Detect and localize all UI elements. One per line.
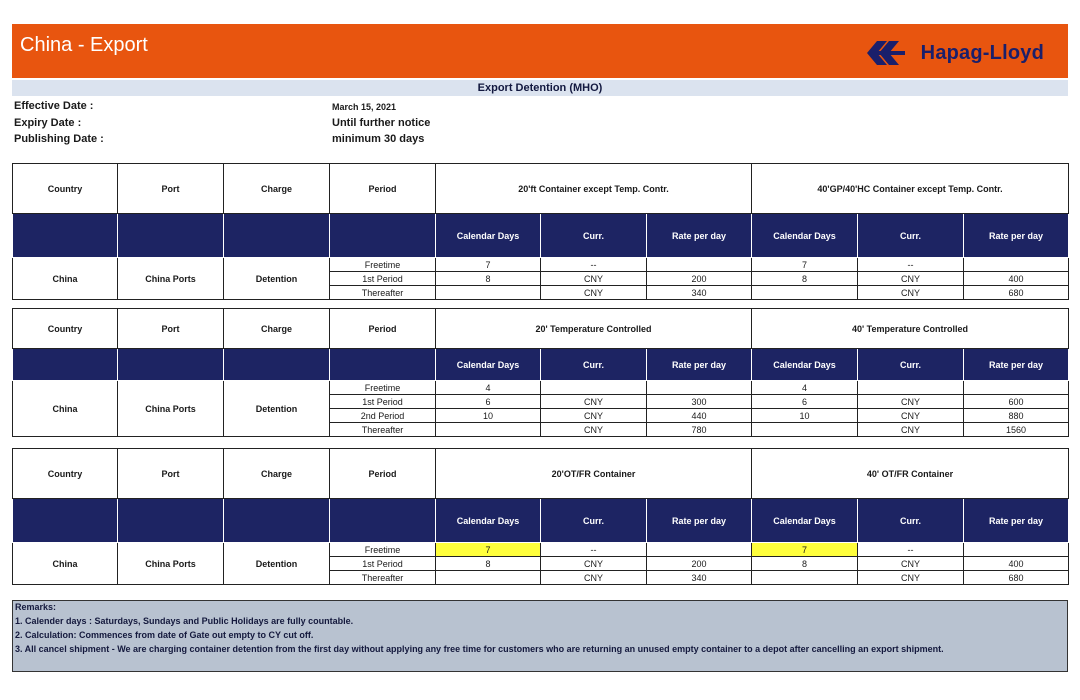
expiry-date-value: Until further notice: [332, 117, 431, 129]
cell-days: 10: [752, 409, 858, 423]
nav-blank: [224, 499, 330, 543]
col-calendar-days: Calendar Days: [436, 349, 541, 381]
col-rate: Rate per day: [964, 214, 1069, 258]
cell-days: 4: [752, 381, 858, 395]
cell-rate: 680: [964, 571, 1069, 585]
col-currency: Curr.: [541, 499, 647, 543]
remarks-title: Remarks:: [15, 602, 57, 612]
cell-days: [436, 286, 541, 300]
col-calendar-days: Calendar Days: [752, 499, 858, 543]
cell-curr: --: [541, 543, 647, 557]
nav-blank: [118, 214, 224, 258]
nav-blank: [330, 349, 436, 381]
cell-curr: --: [541, 258, 647, 272]
col-currency: Curr.: [858, 349, 964, 381]
col-charge: Charge: [224, 449, 330, 499]
cell-port: China Ports: [118, 543, 224, 585]
cell-rate: 400: [964, 557, 1069, 571]
cell-rate: 340: [647, 286, 752, 300]
table-row: [13, 258, 1069, 272]
cell-rate: 780: [647, 423, 752, 437]
nav-blank: [13, 349, 118, 381]
col-currency: Curr.: [541, 349, 647, 381]
col-rate: Rate per day: [964, 349, 1069, 381]
cell-port: China Ports: [118, 258, 224, 300]
cell-curr: CNY: [541, 395, 647, 409]
col-currency: Curr.: [858, 214, 964, 258]
col-country: Country: [13, 164, 118, 214]
cell-period: 1st Period: [330, 395, 436, 409]
cell-days: 4: [436, 381, 541, 395]
cell-country: China: [13, 258, 118, 300]
cell-curr: CNY: [858, 286, 964, 300]
remark-item: 1. Calender days : Saturdays, Sundays and Public Holidays are fully countable.: [15, 616, 354, 626]
group-header-b: 40'GP/40'HC Container except Temp. Contr.: [752, 164, 1069, 214]
cell-days: 8: [436, 557, 541, 571]
table-row: [13, 543, 1069, 557]
cell-period: Thereafter: [330, 286, 436, 300]
cell-rate: 400: [964, 272, 1069, 286]
col-calendar-days: Calendar Days: [752, 214, 858, 258]
cell-port: China Ports: [118, 381, 224, 437]
publishing-date-value: minimum 30 days: [332, 133, 425, 145]
remarks-box: [12, 600, 1068, 672]
cell-rate: [964, 543, 1069, 557]
cell-country: China: [13, 381, 118, 437]
cell-days: 8: [752, 272, 858, 286]
cell-days: 10: [436, 409, 541, 423]
rate-table-temperature: [12, 308, 1069, 437]
cell-days-highlighted: 7: [752, 543, 858, 557]
cell-country: China: [13, 543, 118, 585]
nav-blank: [13, 214, 118, 258]
cell-days: 6: [752, 395, 858, 409]
col-rate: Rate per day: [964, 499, 1069, 543]
nav-blank: [13, 499, 118, 543]
col-calendar-days: Calendar Days: [436, 214, 541, 258]
cell-period: Freetime: [330, 543, 436, 557]
nav-blank: [118, 499, 224, 543]
cell-curr: CNY: [541, 423, 647, 437]
cell-rate: 200: [647, 557, 752, 571]
rate-table-otfr: [12, 448, 1069, 585]
cell-days: [752, 286, 858, 300]
group-header-b: 40' Temperature Controlled: [752, 309, 1069, 349]
effective-date-value: March 15, 2021: [332, 102, 397, 112]
cell-curr: CNY: [541, 557, 647, 571]
col-rate: Rate per day: [647, 499, 752, 543]
table-row: [13, 381, 1069, 395]
cell-rate: 600: [964, 395, 1069, 409]
remark-item: 3. All cancel shipment - We are charging container detention from the first day without applying any free time for customers who are returning an unused empty container to a depot after cancelling an export shipment.: [15, 644, 944, 654]
col-calendar-days: Calendar Days: [436, 499, 541, 543]
cell-days: [436, 571, 541, 585]
cell-days: 8: [436, 272, 541, 286]
nav-blank: [224, 349, 330, 381]
cell-period: Freetime: [330, 381, 436, 395]
cell-rate: [647, 381, 752, 395]
cell-rate: 300: [647, 395, 752, 409]
col-period: Period: [330, 449, 436, 499]
cell-rate: 680: [964, 286, 1069, 300]
page-header: [12, 24, 1068, 78]
cell-period: 1st Period: [330, 557, 436, 571]
section-subtitle: Export Detention (MHO): [12, 80, 1068, 96]
cell-curr: CNY: [858, 272, 964, 286]
nav-blank: [224, 214, 330, 258]
nav-blank: [330, 214, 436, 258]
cell-curr: CNY: [541, 571, 647, 585]
brand-logo: [867, 40, 1044, 66]
group-header-b: 40' OT/FR Container: [752, 449, 1069, 499]
publishing-date-label: Publishing Date :: [14, 133, 104, 145]
cell-curr: CNY: [541, 409, 647, 423]
cell-rate: [964, 381, 1069, 395]
nav-blank: [330, 499, 436, 543]
col-rate: Rate per day: [647, 349, 752, 381]
cell-curr: --: [858, 258, 964, 272]
hapag-lloyd-logo-icon: [867, 41, 907, 65]
group-header-a: 20' Temperature Controlled: [436, 309, 752, 349]
cell-curr: CNY: [541, 272, 647, 286]
cell-charge: Detention: [224, 258, 330, 300]
cell-curr: [858, 381, 964, 395]
cell-days: 8: [752, 557, 858, 571]
cell-rate: 340: [647, 571, 752, 585]
cell-period: 2nd Period: [330, 409, 436, 423]
cell-rate: 200: [647, 272, 752, 286]
col-port: Port: [118, 309, 224, 349]
cell-charge: Detention: [224, 381, 330, 437]
col-charge: Charge: [224, 309, 330, 349]
cell-days: 7: [436, 258, 541, 272]
page-title: China - Export: [20, 34, 148, 56]
effective-date-label: Effective Date :: [14, 100, 94, 112]
expiry-date-label: Expiry Date :: [14, 117, 82, 129]
nav-blank: [118, 349, 224, 381]
cell-charge: Detention: [224, 543, 330, 585]
cell-period: Freetime: [330, 258, 436, 272]
col-country: Country: [13, 309, 118, 349]
cell-period: Thereafter: [330, 571, 436, 585]
cell-curr: CNY: [858, 423, 964, 437]
rate-table-standard: [12, 163, 1069, 300]
cell-period: Thereafter: [330, 423, 436, 437]
cell-curr: CNY: [858, 409, 964, 423]
group-header-a: 20'ft Container except Temp. Contr.: [436, 164, 752, 214]
col-calendar-days: Calendar Days: [752, 349, 858, 381]
cell-curr: --: [858, 543, 964, 557]
cell-period: 1st Period: [330, 272, 436, 286]
cell-curr: CNY: [858, 571, 964, 585]
cell-curr: CNY: [858, 395, 964, 409]
cell-days: [752, 423, 858, 437]
cell-rate: 440: [647, 409, 752, 423]
col-currency: Curr.: [541, 214, 647, 258]
remark-item: 2. Calculation: Commences from date of Gate out empty to CY cut off.: [15, 630, 314, 640]
cell-days: 7: [752, 258, 858, 272]
group-header-a: 20'OT/FR Container: [436, 449, 752, 499]
cell-curr: CNY: [858, 557, 964, 571]
cell-rate: [647, 258, 752, 272]
cell-rate: 1560: [964, 423, 1069, 437]
col-period: Period: [330, 164, 436, 214]
brand-name: Hapag-Lloyd: [920, 41, 1044, 64]
col-charge: Charge: [224, 164, 330, 214]
cell-curr: CNY: [541, 286, 647, 300]
cell-rate: 880: [964, 409, 1069, 423]
cell-days: 6: [436, 395, 541, 409]
cell-rate: [964, 258, 1069, 272]
col-rate: Rate per day: [647, 214, 752, 258]
col-port: Port: [118, 164, 224, 214]
col-period: Period: [330, 309, 436, 349]
col-port: Port: [118, 449, 224, 499]
cell-days: [436, 423, 541, 437]
cell-rate: [647, 543, 752, 557]
col-country: Country: [13, 449, 118, 499]
cell-days-highlighted: 7: [436, 543, 541, 557]
cell-days: [752, 571, 858, 585]
col-currency: Curr.: [858, 499, 964, 543]
cell-curr: [541, 381, 647, 395]
